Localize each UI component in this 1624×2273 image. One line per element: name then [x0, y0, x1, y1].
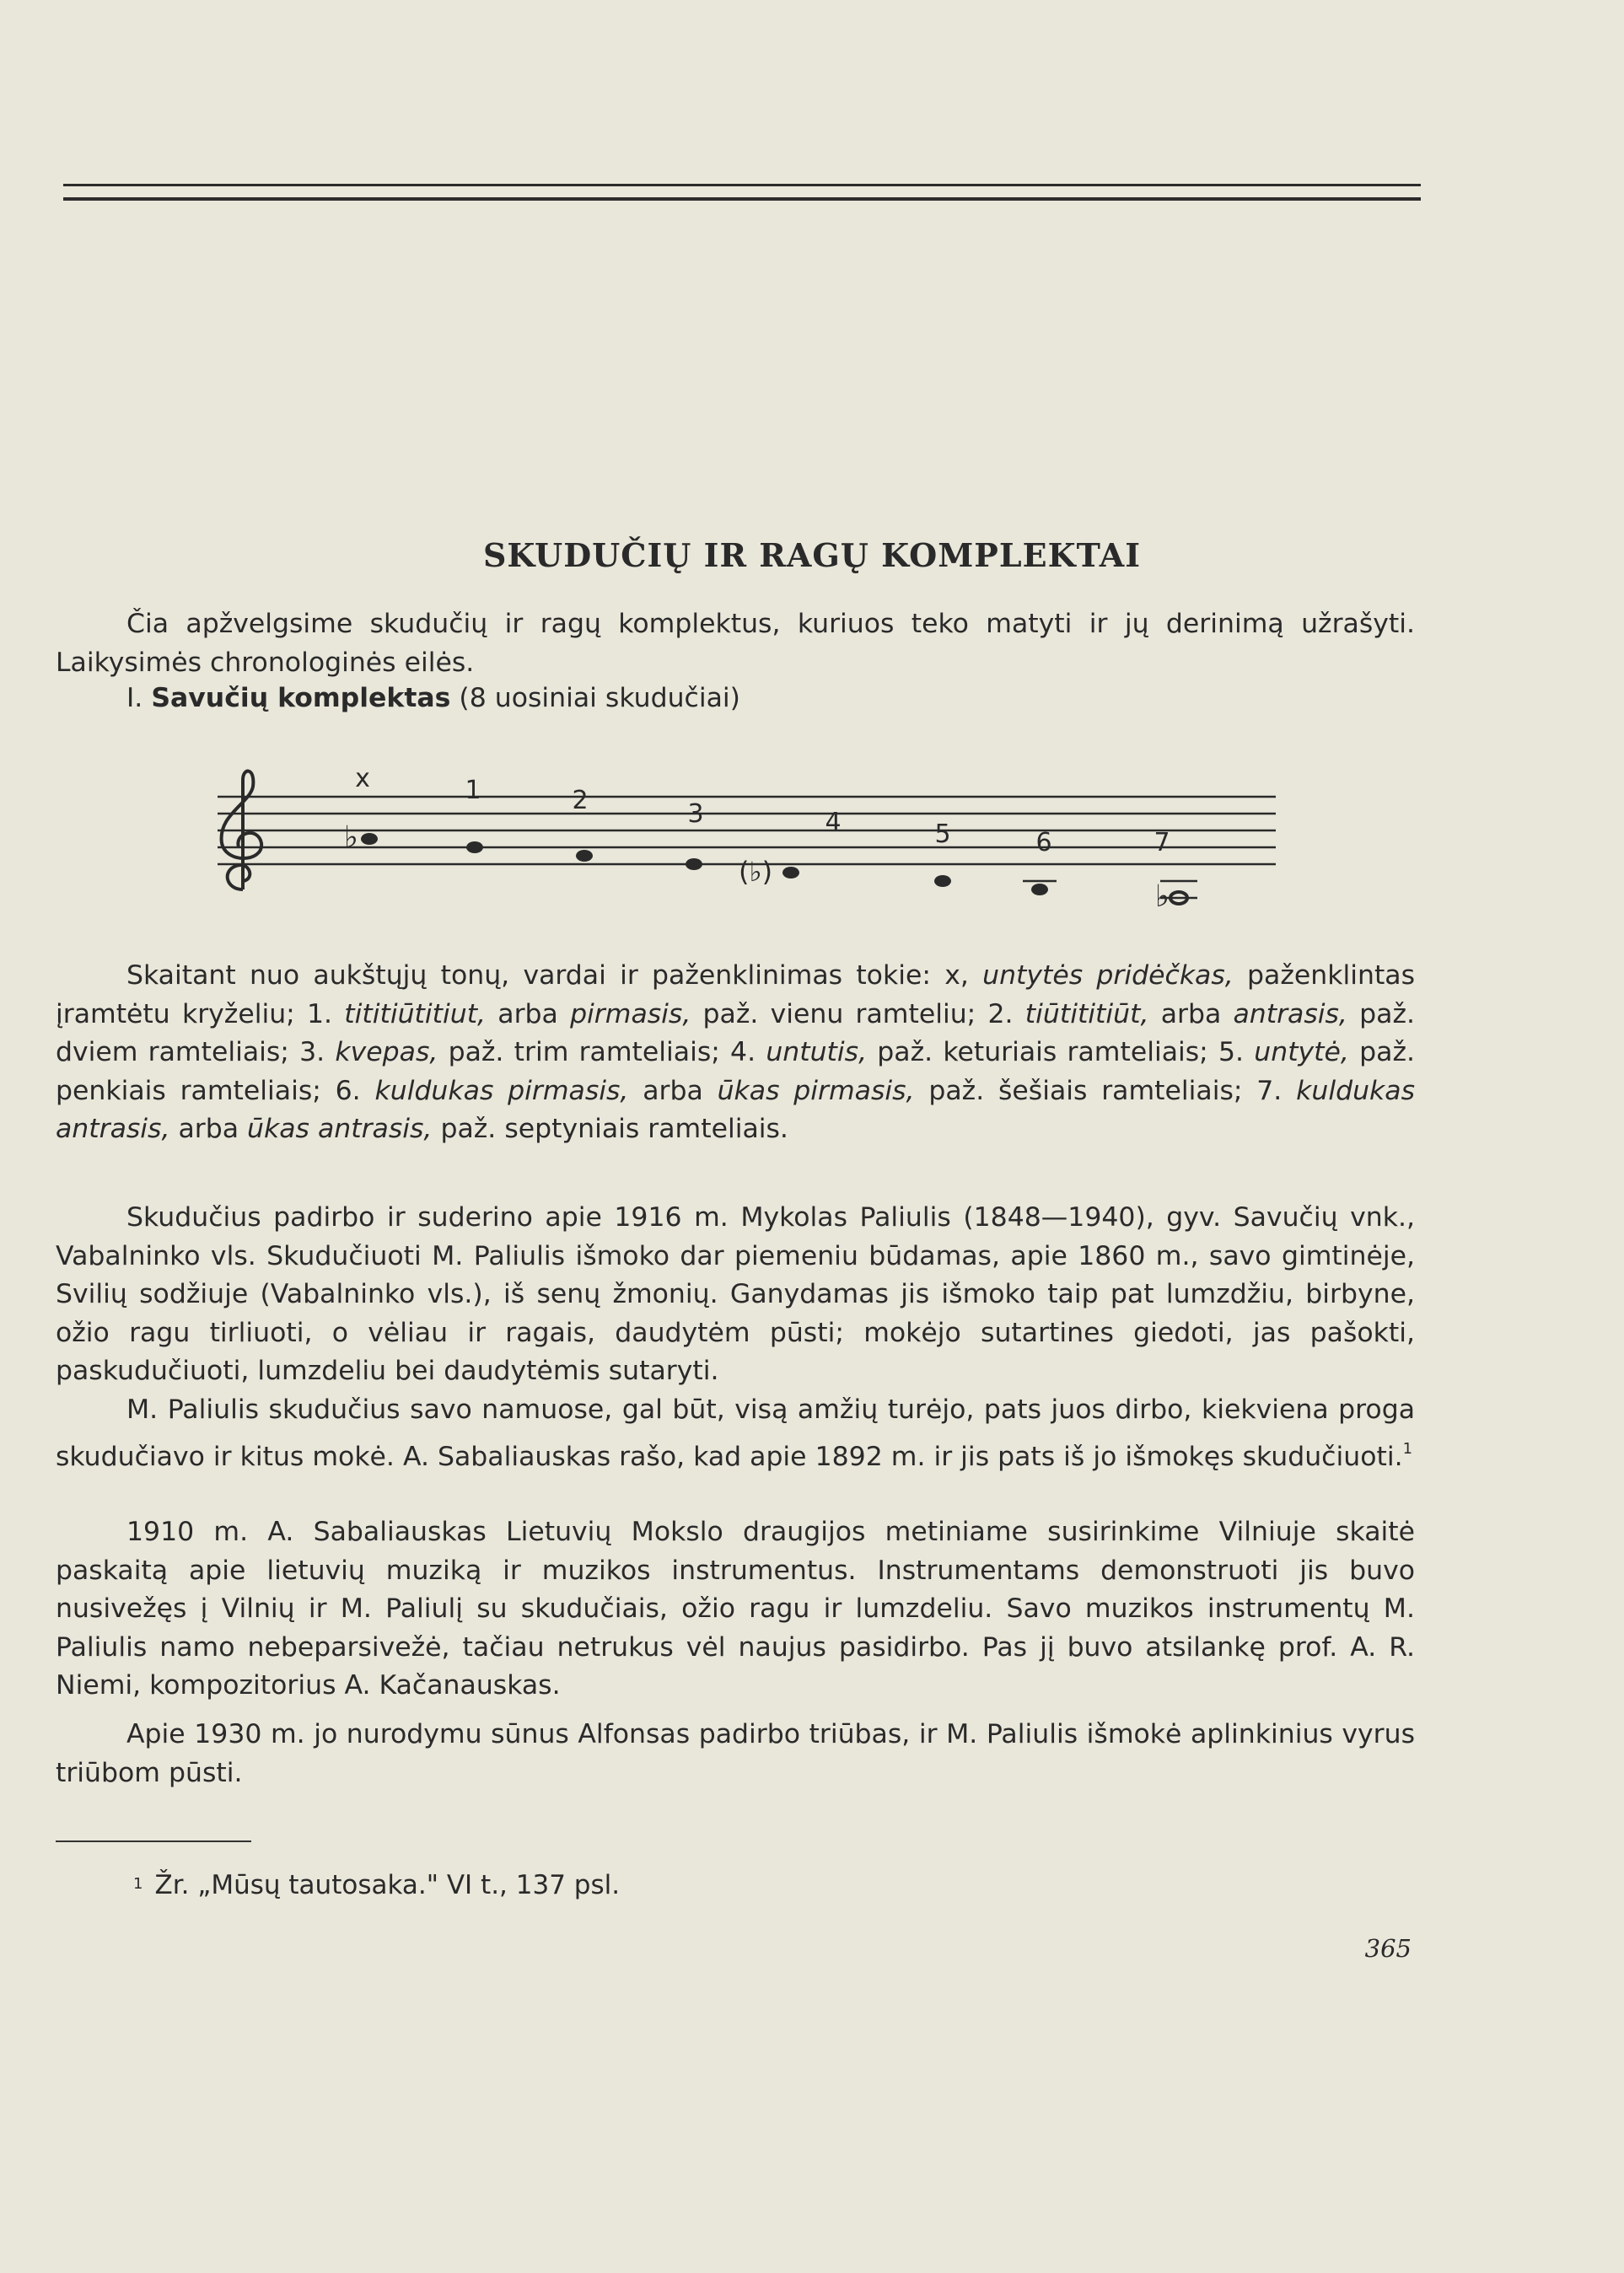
desc-italic: untutis, — [766, 1037, 868, 1067]
desc-italic: pirmasis, — [570, 998, 691, 1029]
label-3: 3 — [687, 799, 704, 829]
label-2: 2 — [572, 786, 589, 815]
label-1: 1 — [465, 776, 481, 805]
note-3 — [686, 858, 702, 870]
desc-italic: kuldukas antrasis, — [56, 1075, 1415, 1144]
label-4: 4 — [825, 808, 842, 837]
label-5: 5 — [934, 819, 951, 849]
paragraph-text: Skudučius padirbo ir suderino apie 1916 m. Mykolas Paliulis (1848—1940), gyv. Savučių vnk., Vabalninko vls. Skudučiuoti M. Paliulis išmoko dar piemeniu būdamas, apie 1860 m., savo gimtinėje, Svilių sodžiuje (Vabalninko vls.), iš senų žmonių. Ganydamas jis išmoko taip pat lumzdžiu, birbyne, ožio ragu tirliuoti, o vėliau ir ragais, daudytėm pūsti; mokėjo sutartines giedoti, jas pašokti, paskudučiuoti, lumzdeliu bei daudytėmis sutaryti. — [56, 1202, 1415, 1386]
section-number: I. — [126, 683, 143, 713]
top-rule-thin — [63, 184, 1421, 186]
desc-italic: untytė, — [1254, 1037, 1349, 1067]
label-7: 7 — [1153, 828, 1170, 857]
desc-italic: untytės pridėčkas, — [982, 960, 1234, 991]
flat-x: ♭ — [344, 820, 358, 855]
note-x — [361, 833, 378, 845]
desc-text: paž. penkiais ramteliais; 6. — [56, 1037, 1415, 1106]
page-number: 365 — [1364, 1934, 1412, 1963]
desc-text: Skaitant nuo aukštųjų tonų, vardai ir paženklinimas tokie: x, — [126, 960, 983, 991]
footnote-rule — [56, 1840, 251, 1842]
desc-italic: ūkas antrasis, — [247, 1114, 433, 1144]
desc-text: arba — [169, 1114, 248, 1144]
desc-italic: kvepas, — [335, 1037, 438, 1067]
label-6: 6 — [1035, 828, 1052, 857]
paragraph-paliulis — [56, 1199, 1415, 1391]
desc-italic: ūkas pirmasis, — [717, 1075, 915, 1106]
intro-paragraph — [56, 605, 1415, 682]
note-1 — [466, 841, 483, 853]
top-rule-thick — [63, 197, 1421, 201]
desc-text: paž. trim ramteliais; 4. — [438, 1037, 766, 1067]
note-2 — [576, 850, 593, 862]
desc-text: arba — [628, 1075, 718, 1106]
desc-text: pаž. vienu ramteliu; 2. — [691, 998, 1025, 1029]
desc-text: arba — [486, 998, 571, 1029]
footnote-text: Žr. „Mūsų tautosaka." VI t., 137 psl. — [154, 1870, 621, 1900]
paragraph-text: 1910 m. A. Sabaliauskas Lietuvių Mokslo draugijos metiniame susirinkime Vilniuje skaitė paskaitą apie lietuvių muziką ir muzikos instrumentus. Instrumentams demonstruoti jis buvo nusivežęs į Vilnių ir M. Paliulį su skudučiais, ožio ragu ir lumzdeliu. Savo muzikos instrumentų M. Paliulis namo nebeparsivežė, tačiau netrukus vėl naujus pasidirbo. Pas jį buvo atsilankę prof. A. R. Niemi, kompozitorius A. Kačanauskas. — [56, 1517, 1415, 1701]
desc-text: paž. septyniais ramteliais. — [432, 1114, 788, 1144]
note-heads — [361, 833, 1187, 904]
intro-text: Čia apžvelgsime skudučių ir ragų komplektus, kuriuos teko matyti ir jų derinimą užrašyti. Laikysimės chronologinės eilės. — [56, 609, 1415, 678]
desc-text: paž. keturiais ramteliais; 5. — [867, 1037, 1255, 1067]
paragraph-1930 — [56, 1716, 1415, 1792]
paragraph-sabaliauskas — [56, 1391, 1415, 1476]
flat-4: (♭) — [739, 856, 773, 888]
footnote-mark: 1 — [133, 1875, 143, 1893]
desc-text: arba — [1148, 998, 1234, 1029]
footnote — [133, 1870, 620, 1900]
names-paragraph — [56, 957, 1415, 1149]
page-title: SKUDUČIŲ IR RAGŲ KOMPLEKTAI — [482, 536, 1142, 574]
desc-text: paž. šešiais ramteliais; 7. — [914, 1075, 1297, 1106]
desc-italic: kuldukas pirmasis, — [374, 1075, 629, 1106]
note-4 — [782, 867, 799, 879]
desc-text: paž. dviem ramteliais; 3. — [56, 998, 1415, 1067]
label-x: x — [355, 764, 370, 793]
paragraph-text: M. Paliulis skudučius savo namuose, gal būt, visą amžių turėjo, pats juos dirbo, kiekviena proga skudučiavo ir kitus mokė. A. Sabaliauskas rašo, kad apie 1892 m. ir jis pats iš jo išmokęs skudučiuoti. — [56, 1394, 1415, 1472]
desc-italic: tiūtititiūt, — [1024, 998, 1149, 1029]
section-heading — [126, 683, 740, 713]
note-5 — [934, 875, 951, 887]
paragraph-1910 — [56, 1513, 1415, 1706]
desc-italic: tititiūtitiut, — [344, 998, 487, 1029]
music-staff — [209, 763, 1288, 923]
section-note: (8 uosiniai skudučiai) — [459, 683, 740, 713]
desc-italic: antrasis, — [1233, 998, 1347, 1029]
footnote-ref: 1 — [1402, 1439, 1413, 1458]
section-name: Savučių komplektas — [151, 683, 451, 713]
paragraph-text: Apie 1930 m. jo nurodymu sūnus Alfonsas padirbo triūbas, ir M. Paliulis išmokė aplinkinius vyrus triūbom pūsti. — [56, 1719, 1415, 1788]
note-6 — [1031, 884, 1048, 895]
desc-text: paženklintas įramtėtu kryželiu; 1. — [56, 960, 1416, 1029]
flat-7: ♭ — [1155, 879, 1170, 914]
